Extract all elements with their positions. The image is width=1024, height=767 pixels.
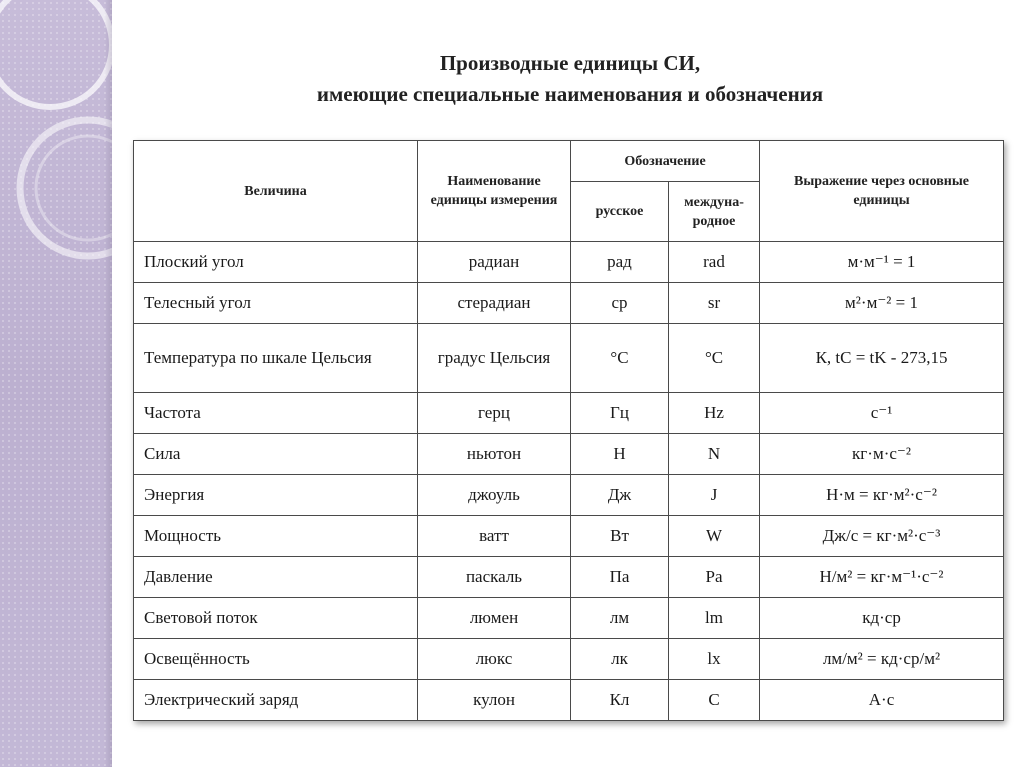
table-row [134,475,1004,516]
table-body [134,242,1004,721]
cell-expression: кг·м·с⁻² [760,434,1004,475]
cell-expression: с⁻¹ [760,393,1004,434]
header-quantity: Величина [134,141,418,242]
cell-russian: Вт [571,516,669,557]
cell-international: rad [669,242,760,283]
cell-expression: Н/м² = кг·м⁻¹·с⁻² [760,557,1004,598]
cell-unit-name: люкс [418,639,571,680]
cell-unit-name: люмен [418,598,571,639]
cell-international: sr [669,283,760,324]
cell-international: Hz [669,393,760,434]
table-row [134,639,1004,680]
cell-quantity: Температура по шкале Цельсия [134,324,418,393]
cell-russian: Па [571,557,669,598]
cell-russian: °С [571,324,669,393]
header-international: междуна-родное [669,182,760,242]
table-row [134,393,1004,434]
cell-quantity: Частота [134,393,418,434]
table-row [134,434,1004,475]
title-line-2: имеющие специальные наименования и обозначения [316,82,824,106]
cell-international: J [669,475,760,516]
cell-international: W [669,516,760,557]
header-designation: Обозначение [571,141,760,182]
header-expression: Выражение через основные единицы [760,141,1004,242]
cell-russian: рад [571,242,669,283]
cell-expression: К, tC = tK - 273,15 [760,324,1004,393]
cell-unit-name: паскаль [418,557,571,598]
decorative-circle-inner [36,136,112,240]
cell-expression: Дж/с = кг·м²·с⁻³ [760,516,1004,557]
cell-quantity: Давление [134,557,418,598]
decorative-sidebar [0,0,112,767]
sidebar-edge-shadow [104,0,112,767]
cell-russian: Н [571,434,669,475]
title-line-1: Производные единицы СИ, [439,51,701,75]
cell-unit-name: герц [418,393,571,434]
header-unit-name: Наименование единицы измерения [418,141,571,242]
table-row [134,516,1004,557]
cell-unit-name: радиан [418,242,571,283]
cell-international: C [669,680,760,721]
cell-quantity: Телесный угол [134,283,418,324]
cell-international: N [669,434,760,475]
cell-expression: м·м⁻¹ = 1 [760,242,1004,283]
cell-quantity: Плоский угол [134,242,418,283]
cell-international: Pa [669,557,760,598]
table-row [134,242,1004,283]
cell-quantity: Освещённость [134,639,418,680]
table-row [134,324,1004,393]
cell-russian: Дж [571,475,669,516]
cell-expression: А·с [760,680,1004,721]
table-row [134,680,1004,721]
cell-russian: лм [571,598,669,639]
cell-russian: лк [571,639,669,680]
cell-unit-name: ньютон [418,434,571,475]
table-row [134,283,1004,324]
cell-expression: Н·м = кг·м²·с⁻² [760,475,1004,516]
si-units-table [133,140,1004,721]
cell-quantity: Электрический заряд [134,680,418,721]
header-russian: русское [571,182,669,242]
cell-russian: ср [571,283,669,324]
cell-unit-name: градус Цельсия [418,324,571,393]
table-row [134,598,1004,639]
cell-unit-name: стерадиан [418,283,571,324]
cell-russian: Гц [571,393,669,434]
slide-title [150,48,990,110]
cell-unit-name: кулон [418,680,571,721]
cell-quantity: Энергия [134,475,418,516]
cell-expression: лм/м² = кд·ср/м² [760,639,1004,680]
cell-russian: Кл [571,680,669,721]
cell-expression: кд·ср [760,598,1004,639]
cell-quantity: Световой поток [134,598,418,639]
cell-unit-name: джоуль [418,475,571,516]
cell-expression: м²·м⁻² = 1 [760,283,1004,324]
cell-international: lx [669,639,760,680]
cell-international: °С [669,324,760,393]
cell-international: lm [669,598,760,639]
table-row [134,557,1004,598]
cell-quantity: Сила [134,434,418,475]
decorative-circle-large [0,0,112,107]
sidebar-circles-decoration [0,0,112,767]
cell-quantity: Мощность [134,516,418,557]
cell-unit-name: ватт [418,516,571,557]
